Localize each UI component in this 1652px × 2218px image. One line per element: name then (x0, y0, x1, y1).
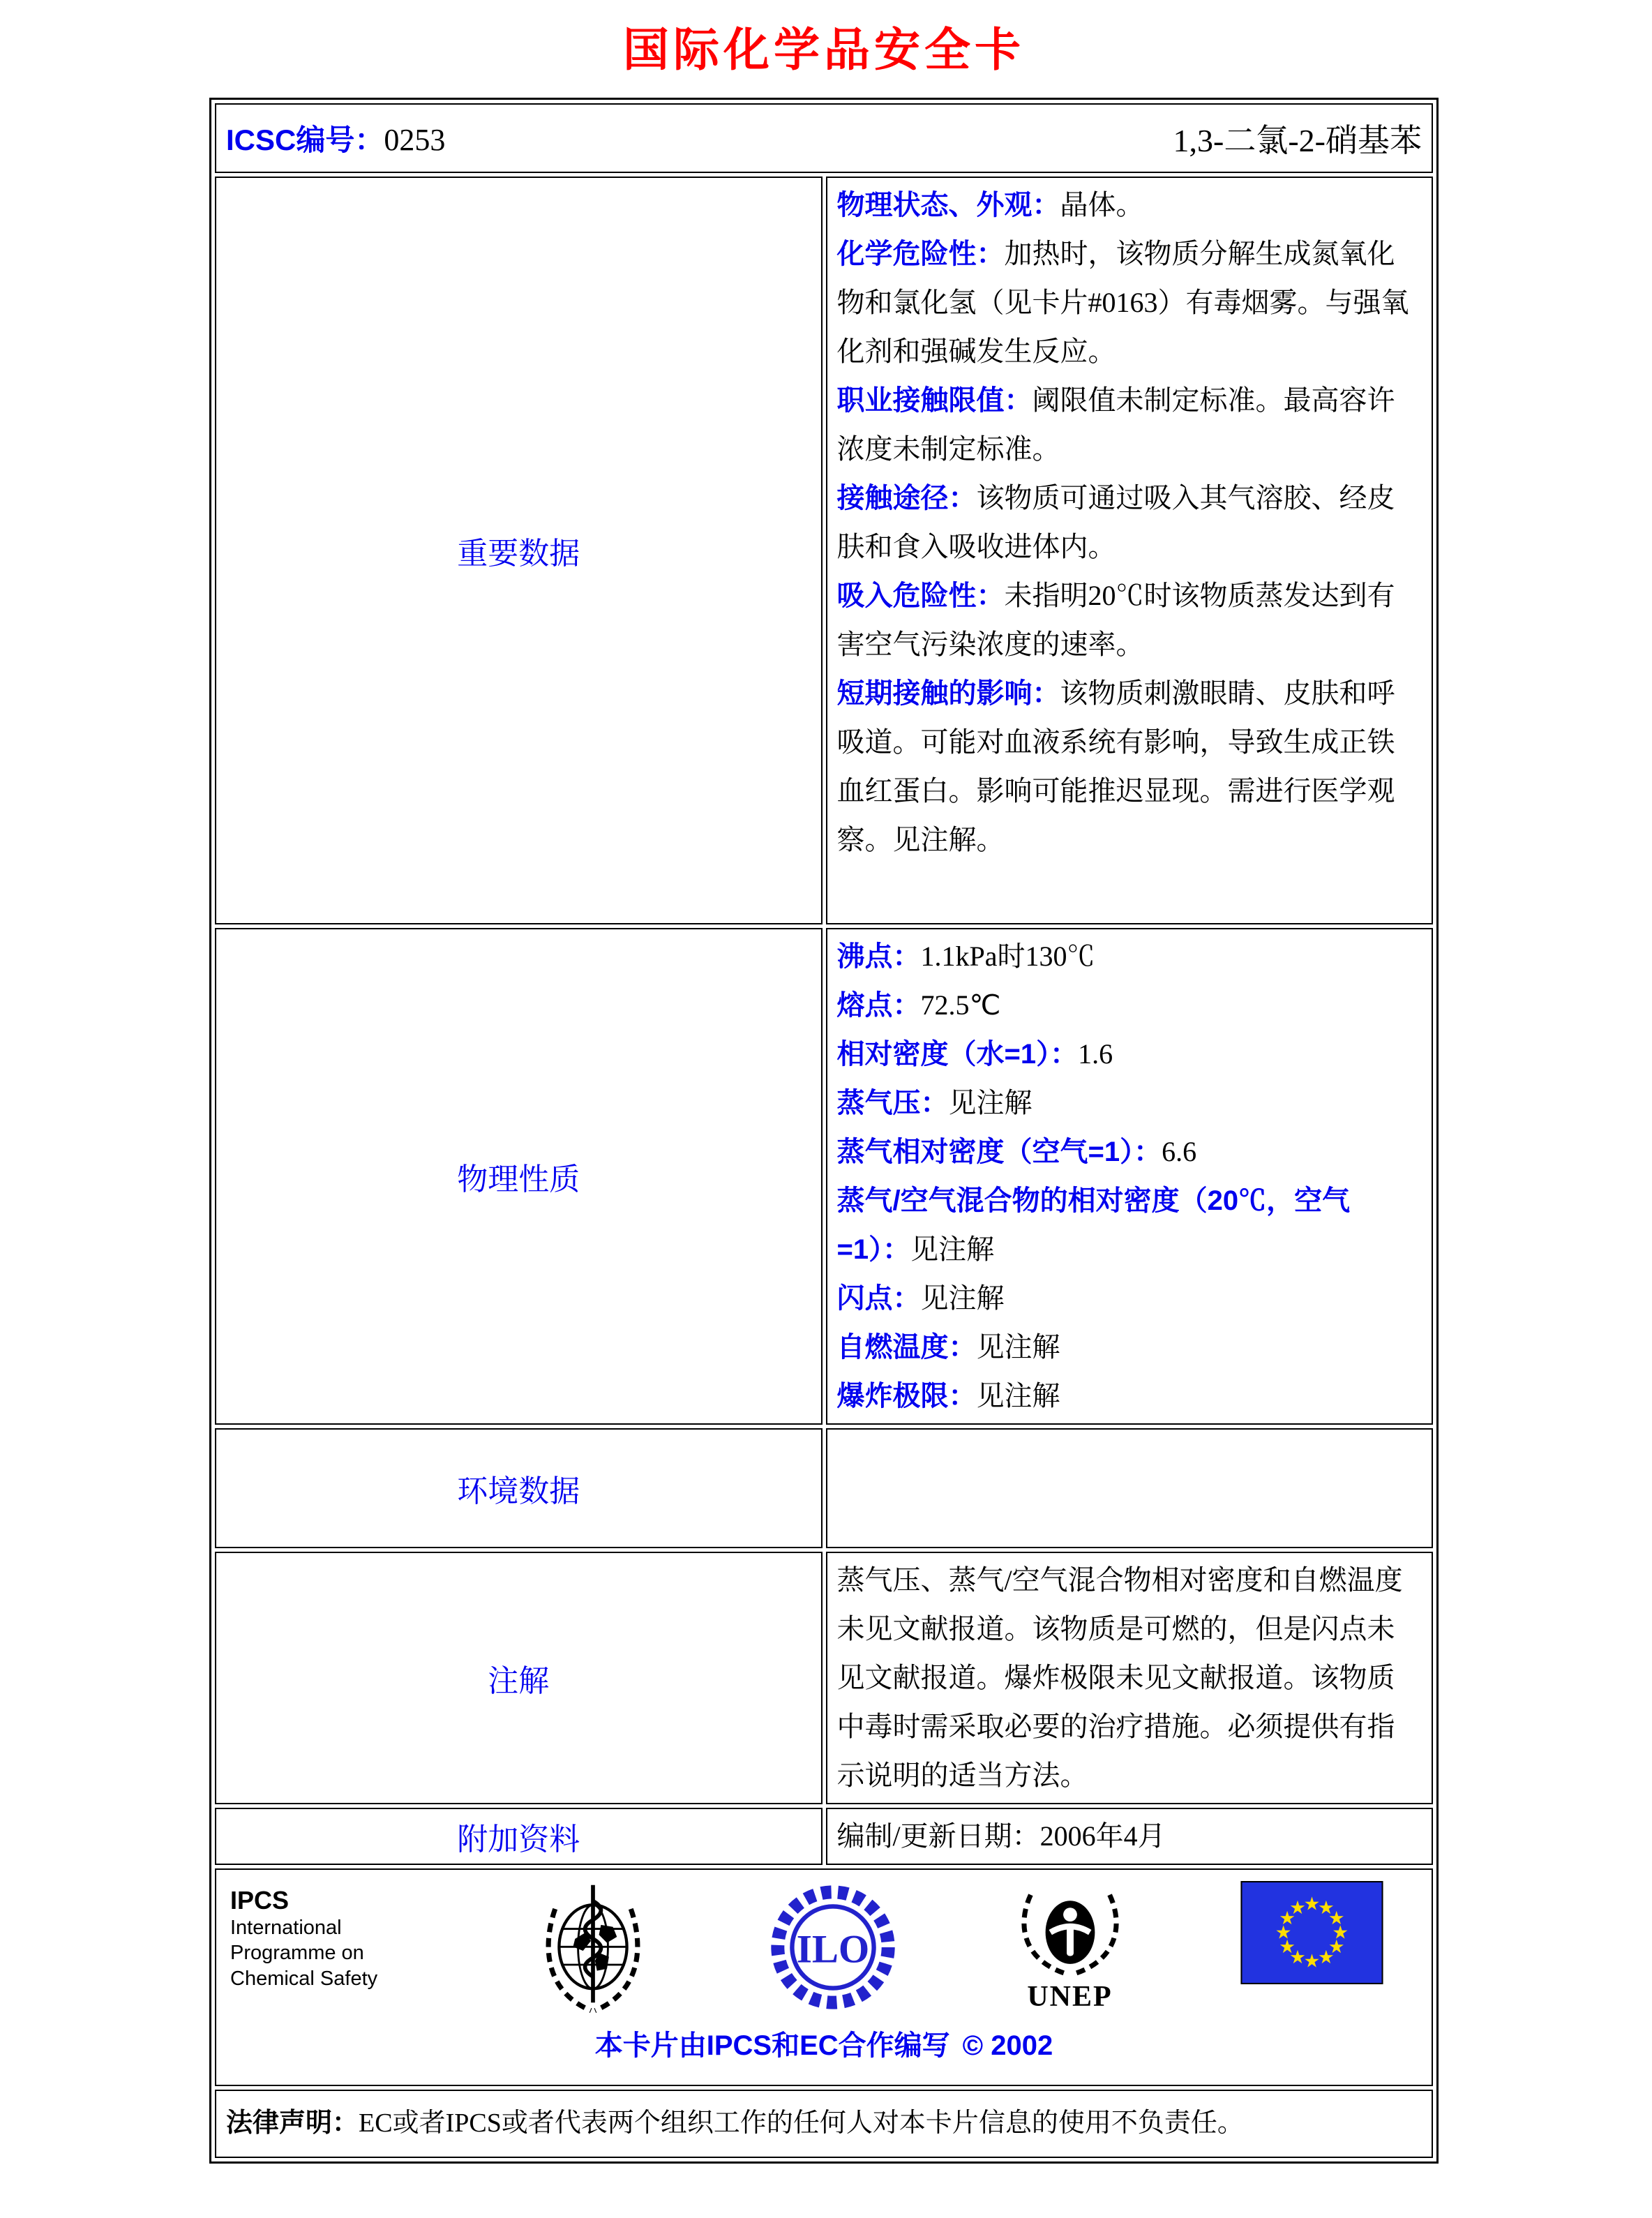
legal-notice-label: 法律声明： (226, 2108, 359, 2138)
item-label: 接触途径： (836, 483, 977, 514)
item-text: 1.6 (1078, 1038, 1113, 1070)
item-label: 沸点： (836, 941, 921, 972)
icsc-number (226, 117, 445, 159)
icsc-number-label: ICSC编号： (226, 123, 384, 156)
svg-text:★: ★ (1289, 1946, 1306, 1968)
physical-properties-content (826, 928, 1434, 1425)
item-label: 职业接触限值： (836, 385, 1032, 416)
section-label-environment: 环境数据 (215, 1428, 823, 1548)
svg-text:★: ★ (1289, 1897, 1306, 1919)
logos-row (215, 1868, 1433, 2086)
important-item (837, 230, 1422, 376)
physical-item (837, 1323, 1422, 1372)
additional-info-content (826, 1808, 1434, 1865)
item-label: 吸入危险性： (836, 580, 1005, 611)
item-text: 该物质刺激眼睛、皮肤和呼吸道。可能对血液系统有影响，导致生成正铁血红蛋白。影响可能推迟显现。需进行医学观察。见注解。 (836, 677, 1395, 855)
header-row (215, 103, 1433, 173)
svg-text:★: ★ (1328, 1908, 1345, 1929)
cooperation-caption: 本卡片由IPCS和EC合作编写 (594, 2030, 950, 2061)
physical-item (837, 1127, 1422, 1176)
page-title: 国际化学品安全卡 (623, 24, 1025, 75)
section-label-additional: 附加资料 (215, 1808, 823, 1865)
item-label: 蒸气/空气混合物的相对密度（20℃，空气=1）： (836, 1185, 1351, 1265)
unep-logo-block (1011, 1881, 1129, 2014)
item-text: 未指明20℃时该物质蒸发达到有害空气污染浓度的速率。 (836, 580, 1395, 660)
item-label: 熔点： (836, 990, 921, 1021)
svg-text:★: ★ (1303, 1893, 1321, 1914)
additional-info-row (215, 1808, 1433, 1865)
item-text: 见注解 (976, 1331, 1060, 1363)
physical-properties-row (215, 928, 1433, 1425)
item-text: 加热时，该物质分解生成氮氧化物和氯化氢（见卡片#0163）有毒烟雾。与强氧化剂和强碱发生反应。 (836, 238, 1409, 367)
svg-text:★: ★ (1279, 1908, 1296, 1929)
logos-cell (215, 1868, 1433, 2086)
header-cell (215, 103, 1433, 173)
item-label: 化学危险性： (836, 239, 1005, 269)
physical-item (837, 1030, 1422, 1079)
item-label: 蒸气压： (836, 1088, 949, 1118)
notes-text: 蒸气压、蒸气/空气混合物相对密度和自燃温度未见文献报道。该物质是可燃的，但是闪点未见文献报道。爆炸极限未见文献报道。该物质中毒时需采取必要的治疗措施。必须提供有指示说明的适当方法。 (836, 1564, 1403, 1791)
item-text: 阈限值未制定标准。最高容许浓度未制定标准。 (836, 384, 1395, 465)
svg-text:★: ★ (1318, 1897, 1335, 1919)
ipcs-line: International (230, 1917, 342, 1940)
important-item (837, 669, 1422, 864)
section-label-notes: 注解 (215, 1552, 823, 1804)
important-data-content (826, 177, 1434, 924)
who-logo-icon (530, 1881, 656, 2021)
environmental-data-row (215, 1428, 1433, 1548)
caption-row (226, 2023, 1422, 2063)
icsc-card-table (209, 98, 1439, 2164)
ipcs-text-block (230, 1881, 419, 1991)
copyright-text: © 2002 (962, 2030, 1053, 2061)
header-flex (226, 115, 1422, 161)
notes-content (826, 1552, 1434, 1804)
logo-row (226, 1873, 1422, 2021)
notes-row (215, 1552, 1433, 1804)
important-data-row (215, 177, 1433, 924)
legal-cell (215, 2090, 1433, 2158)
item-label: 蒸气相对密度（空气=1）： (836, 1137, 1162, 1167)
item-label: 相对密度（水=1）： (836, 1039, 1079, 1070)
important-item (837, 376, 1422, 474)
item-text: 6.6 (1162, 1136, 1197, 1167)
physical-item (837, 1079, 1422, 1127)
important-item (837, 181, 1422, 230)
item-label: 自燃温度： (836, 1332, 977, 1363)
physical-item (837, 981, 1422, 1030)
item-text: 该物质可通过吸入其气溶胶、经皮肤和食入吸收进体内。 (836, 482, 1395, 562)
svg-text:★: ★ (1318, 1946, 1335, 1968)
svg-text:★: ★ (1303, 1950, 1321, 1972)
item-text: 见注解 (976, 1380, 1060, 1411)
svg-text:★: ★ (1332, 1921, 1349, 1943)
item-label: 物理状态、外观： (836, 190, 1060, 220)
icsc-number-value: 0253 (384, 123, 446, 157)
ilo-logo-text: ILO (796, 1927, 870, 1972)
item-text: 72.5℃ (920, 989, 1001, 1021)
item-label: 爆炸极限： (836, 1381, 977, 1411)
eu-flag-icon (1240, 1881, 1383, 1984)
physical-item (837, 1372, 1422, 1421)
environmental-data-content (826, 1428, 1434, 1548)
update-date-text: 编制/更新日期：2006年4月 (836, 1820, 1166, 1852)
unep-logo-icon (1011, 1881, 1129, 1986)
legal-notice-text: EC或者IPCS或者代表两个组织工作的任何人对本卡片信息的使用不负责任。 (359, 2108, 1244, 2138)
ipcs-line: Programme on (230, 1942, 364, 1965)
item-label: 短期接触的影响： (836, 678, 1060, 709)
ipcs-title: IPCS (230, 1886, 290, 1914)
ipcs-line: Chemical Safety (230, 1967, 378, 1990)
item-text: 见注解 (920, 1282, 1005, 1314)
svg-text:★: ★ (1275, 1921, 1292, 1943)
item-label: 闪点： (836, 1283, 921, 1314)
svg-text:★: ★ (1328, 1935, 1345, 1957)
important-item (837, 571, 1422, 669)
physical-item (837, 932, 1422, 981)
item-text: 见注解 (910, 1234, 995, 1265)
unep-logo-text: UNEP (1027, 1981, 1113, 2013)
physical-item (837, 1274, 1422, 1323)
physical-item (837, 1176, 1422, 1274)
ilo-logo-icon (767, 1881, 899, 2014)
svg-text:★: ★ (1279, 1935, 1296, 1957)
legal-row (215, 2090, 1433, 2158)
chemical-name: 1,3-二氯-2-硝基苯 (1173, 123, 1422, 158)
item-text: 见注解 (948, 1087, 1032, 1118)
section-label-physical: 物理性质 (215, 928, 823, 1425)
item-text: 晶体。 (1060, 189, 1144, 220)
important-item (837, 474, 1422, 571)
section-label-important: 重要数据 (215, 177, 823, 924)
item-text: 1.1kPa时130℃ (920, 941, 1095, 972)
